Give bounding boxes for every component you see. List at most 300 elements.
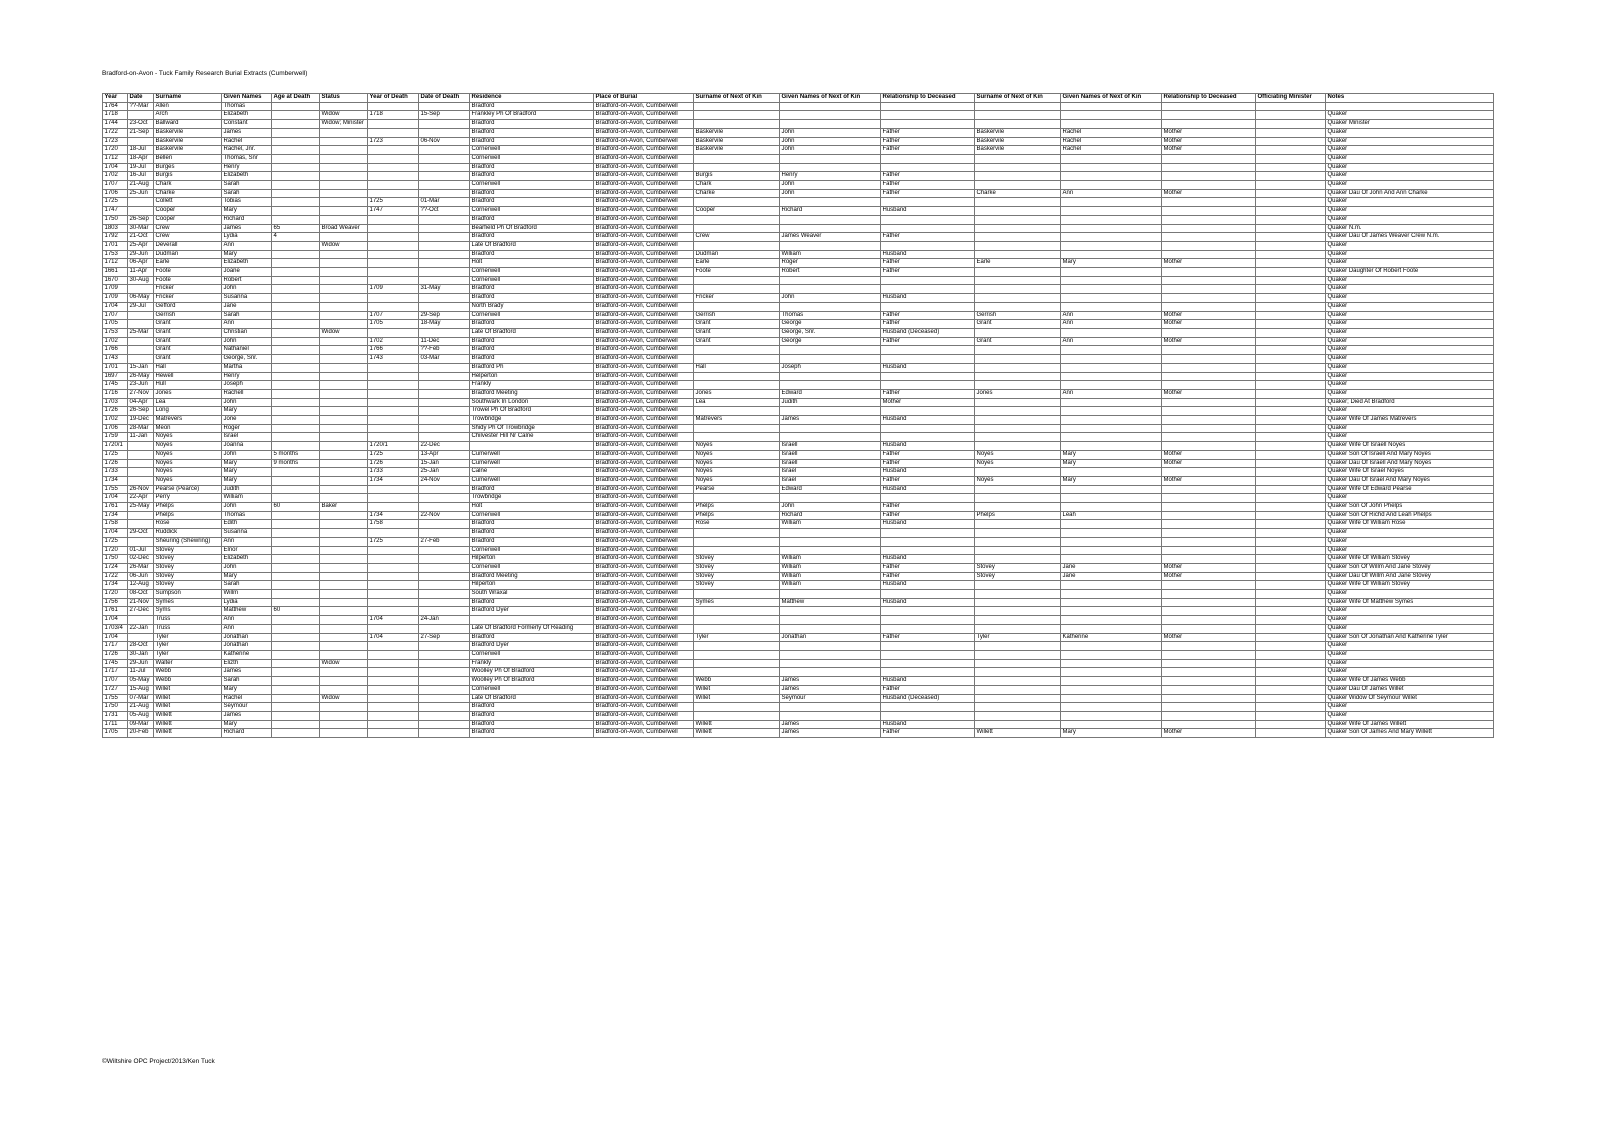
cell-nok2-relationship — [1162, 651, 1256, 660]
cell-given-names: Lydia — [222, 233, 272, 242]
cell-date-of-death — [419, 720, 470, 729]
cell-place-of-burial: Bradford-on-Avon, Cumberwell — [594, 668, 694, 677]
cell-surname: Arch — [154, 111, 222, 120]
cell-age-at-death — [272, 537, 320, 546]
cell-date-of-death — [419, 555, 470, 564]
cell-year: 1745 — [103, 381, 128, 390]
cell-nok2-relationship — [1162, 294, 1256, 303]
cell-date: 11-Jan — [128, 433, 154, 442]
cell-date-of-death — [419, 250, 470, 259]
cell-nok2-relationship — [1162, 616, 1256, 625]
cell-nok2-given-names — [1061, 503, 1162, 512]
cell-year: 1734 — [103, 476, 128, 485]
cell-year: 1720 — [103, 590, 128, 599]
table-row — [103, 398, 1494, 407]
cell-date-of-death: 06-Nov — [419, 137, 470, 146]
cell-nok-surname: Foote — [694, 268, 780, 277]
cell-residence: Bradford — [470, 346, 594, 355]
cell-nok2-relationship — [1162, 607, 1256, 616]
cell-age-at-death — [272, 363, 320, 372]
cell-date: 21-Aug — [128, 181, 154, 190]
cell-status — [320, 294, 368, 303]
cell-year: 1712 — [103, 259, 128, 268]
cell-nok2-surname — [975, 581, 1061, 590]
table-row — [103, 476, 1494, 485]
cell-nok-given-names: James — [780, 685, 881, 694]
cell-age-at-death — [272, 285, 320, 294]
table-row — [103, 694, 1494, 703]
cell-nok-surname — [694, 642, 780, 651]
cell-nok2-surname — [975, 529, 1061, 538]
cell-year: 1704 — [103, 494, 128, 503]
cell-age-at-death — [272, 198, 320, 207]
cell-notes: Quaker — [1326, 320, 1494, 329]
cell-status — [320, 616, 368, 625]
cell-age-at-death — [272, 154, 320, 163]
cell-year-of-death — [368, 181, 419, 190]
cell-nok-surname: Hall — [694, 363, 780, 372]
cell-nok-relationship: Father — [881, 181, 975, 190]
cell-year: 1743 — [103, 355, 128, 364]
table-row — [103, 616, 1494, 625]
table-row — [103, 302, 1494, 311]
cell-nok-relationship: Husband — [881, 363, 975, 372]
cell-date — [128, 476, 154, 485]
cell-surname: Gefford — [154, 302, 222, 311]
table-row — [103, 215, 1494, 224]
cell-status — [320, 642, 368, 651]
cell-nok-surname: Noyes — [694, 442, 780, 451]
cell-age-at-death — [272, 598, 320, 607]
cell-nok-given-names: William — [780, 520, 881, 529]
cell-nok-relationship — [881, 494, 975, 503]
cell-place-of-burial: Bradford-on-Avon, Cumberwell — [594, 268, 694, 277]
table-row — [103, 494, 1494, 503]
cell-status — [320, 624, 368, 633]
cell-year: 1705 — [103, 320, 128, 329]
cell-age-at-death — [272, 677, 320, 686]
table-row — [103, 459, 1494, 468]
cell-residence: Cornerwell — [470, 651, 594, 660]
cell-nok-given-names: Judith — [780, 398, 881, 407]
cell-notes: Quaker — [1326, 285, 1494, 294]
cell-nok-relationship — [881, 659, 975, 668]
cell-place-of-burial: Bradford-on-Avon, Cumberwell — [594, 346, 694, 355]
cell-notes: Quaker Widow Of Seymour Willet — [1326, 694, 1494, 703]
column-header-status: Status — [320, 94, 368, 103]
cell-place-of-burial: Bradford-on-Avon, Cumberwell — [594, 146, 694, 155]
cell-place-of-burial: Bradford-on-Avon, Cumberwell — [594, 459, 694, 468]
cell-date-of-death — [419, 520, 470, 529]
cell-date-of-death — [419, 685, 470, 694]
cell-nok-relationship: Husband — [881, 442, 975, 451]
cell-nok2-given-names — [1061, 659, 1162, 668]
cell-nok-relationship: Husband — [881, 468, 975, 477]
cell-nok2-relationship — [1162, 328, 1256, 337]
cell-nok2-surname — [975, 590, 1061, 599]
cell-residence: Frankley Ph Of Bradford — [470, 111, 594, 120]
cell-nok-surname: Baskervile — [694, 146, 780, 155]
cell-place-of-burial: Bradford-on-Avon, Cumberwell — [594, 703, 694, 712]
table-row — [103, 503, 1494, 512]
cell-nok2-given-names — [1061, 398, 1162, 407]
cell-date-of-death — [419, 433, 470, 442]
table-row — [103, 294, 1494, 303]
cell-notes: Quaker Wife Of William Stovey — [1326, 581, 1494, 590]
cell-nok2-relationship: Mother — [1162, 450, 1256, 459]
cell-status — [320, 720, 368, 729]
cell-nok-given-names: John — [780, 137, 881, 146]
cell-officiating-minister — [1256, 320, 1326, 329]
cell-notes: Quaker Dau Of James Willet — [1326, 685, 1494, 694]
cell-nok-given-names: James — [780, 720, 881, 729]
cell-surname: Meon — [154, 424, 222, 433]
cell-year: 1722 — [103, 128, 128, 137]
cell-nok2-surname — [975, 494, 1061, 503]
cell-year-of-death — [368, 677, 419, 686]
cell-given-names: Sarah — [222, 581, 272, 590]
cell-date-of-death — [419, 389, 470, 398]
cell-nok2-given-names — [1061, 355, 1162, 364]
table-row — [103, 268, 1494, 277]
cell-nok2-relationship — [1162, 363, 1256, 372]
cell-date-of-death — [419, 268, 470, 277]
cell-notes: Quaker — [1326, 546, 1494, 555]
cell-officiating-minister — [1256, 677, 1326, 686]
cell-nok-surname: Stovey — [694, 555, 780, 564]
cell-status — [320, 685, 368, 694]
cell-nok-surname: Grant — [694, 328, 780, 337]
cell-place-of-burial: Bradford-on-Avon, Cumberwell — [594, 259, 694, 268]
burial-extracts-table — [102, 93, 1494, 738]
cell-nok-relationship — [881, 154, 975, 163]
cell-surname: Crew — [154, 233, 222, 242]
cell-nok2-given-names — [1061, 224, 1162, 233]
cell-status — [320, 711, 368, 720]
cell-notes: Quaker Son Of John Phelps — [1326, 503, 1494, 512]
cell-place-of-burial: Bradford-on-Avon, Cumberwell — [594, 555, 694, 564]
cell-officiating-minister — [1256, 302, 1326, 311]
cell-residence: Cornerwell — [470, 546, 594, 555]
cell-nok2-given-names — [1061, 537, 1162, 546]
cell-residence: Frankly — [470, 659, 594, 668]
cell-date-of-death: 27-Sep — [419, 633, 470, 642]
cell-officiating-minister — [1256, 476, 1326, 485]
cell-age-at-death — [272, 276, 320, 285]
cell-nok-given-names: Israel — [780, 476, 881, 485]
cell-date-of-death — [419, 503, 470, 512]
cell-age-at-death — [272, 102, 320, 111]
cell-nok2-relationship: Mother — [1162, 563, 1256, 572]
cell-nok2-surname — [975, 694, 1061, 703]
cell-residence: Hilperton — [470, 555, 594, 564]
cell-date-of-death — [419, 494, 470, 503]
column-header-notes: Notes — [1326, 94, 1494, 103]
cell-nok2-given-names — [1061, 163, 1162, 172]
cell-nok2-surname — [975, 711, 1061, 720]
cell-age-at-death — [272, 476, 320, 485]
cell-date-of-death: 03-Mar — [419, 355, 470, 364]
cell-year: 1705 — [103, 729, 128, 738]
cell-surname: Grant — [154, 355, 222, 364]
cell-year-of-death: 1707 — [368, 311, 419, 320]
cell-officiating-minister — [1256, 198, 1326, 207]
cell-surname: Tyler — [154, 651, 222, 660]
cell-age-at-death — [272, 590, 320, 599]
cell-nok2-relationship — [1162, 537, 1256, 546]
cell-date-of-death — [419, 703, 470, 712]
cell-nok-given-names — [780, 407, 881, 416]
cell-surname: Stovey — [154, 546, 222, 555]
cell-notes: Quaker — [1326, 328, 1494, 337]
cell-notes: Quaker — [1326, 198, 1494, 207]
cell-surname: Hall — [154, 363, 222, 372]
cell-notes: Quaker — [1326, 494, 1494, 503]
cell-age-at-death — [272, 120, 320, 129]
cell-nok-relationship: Father — [881, 572, 975, 581]
cell-place-of-burial: Bradford-on-Avon, Cumberwell — [594, 624, 694, 633]
cell-nok2-relationship — [1162, 416, 1256, 425]
cell-nok2-relationship — [1162, 215, 1256, 224]
cell-date-of-death — [419, 146, 470, 155]
cell-notes: Quaker — [1326, 651, 1494, 660]
cell-nok-relationship: Father — [881, 685, 975, 694]
cell-residence: Bradford — [470, 215, 594, 224]
cell-officiating-minister — [1256, 494, 1326, 503]
cell-status — [320, 320, 368, 329]
cell-date-of-death — [419, 729, 470, 738]
table-row — [103, 372, 1494, 381]
cell-residence: North Brady — [470, 302, 594, 311]
column-header-year: Year — [103, 94, 128, 103]
cell-nok-given-names: George, Snr. — [780, 328, 881, 337]
cell-nok2-relationship: Mother — [1162, 311, 1256, 320]
cell-nok-given-names — [780, 433, 881, 442]
cell-notes: Quaker Wife Of Matthew Symes — [1326, 598, 1494, 607]
cell-place-of-burial: Bradford-on-Avon, Cumberwell — [594, 590, 694, 599]
cell-date-of-death — [419, 128, 470, 137]
cell-notes: Quaker — [1326, 590, 1494, 599]
cell-nok-surname: Phelps — [694, 503, 780, 512]
cell-date-of-death — [419, 407, 470, 416]
cell-date: 20-Feb — [128, 729, 154, 738]
cell-nok2-given-names: Rachel — [1061, 128, 1162, 137]
cell-age-at-death — [272, 633, 320, 642]
cell-residence: Trowbridge — [470, 494, 594, 503]
cell-officiating-minister — [1256, 146, 1326, 155]
cell-notes: Quaker — [1326, 433, 1494, 442]
cell-surname: Bellen — [154, 154, 222, 163]
table-row — [103, 659, 1494, 668]
cell-given-names: Mary — [222, 459, 272, 468]
cell-date-of-death — [419, 302, 470, 311]
cell-notes: Quaker — [1326, 372, 1494, 381]
cell-year: 1709 — [103, 285, 128, 294]
cell-notes: Quaker — [1326, 111, 1494, 120]
cell-notes: Quaker Dau Of James Weaver Crew N.m. — [1326, 233, 1494, 242]
cell-date-of-death — [419, 424, 470, 433]
cell-age-at-death — [272, 651, 320, 660]
cell-year: 1761 — [103, 503, 128, 512]
cell-date-of-death — [419, 189, 470, 198]
cell-nok2-given-names — [1061, 598, 1162, 607]
cell-nok-given-names — [780, 355, 881, 364]
column-header-nok2-given-names: Given Names of Next of Kin — [1061, 94, 1162, 103]
cell-notes: Quaker — [1326, 128, 1494, 137]
cell-nok2-given-names — [1061, 651, 1162, 660]
cell-nok-surname: Burgis — [694, 172, 780, 181]
cell-residence: Bradford — [470, 172, 594, 181]
cell-age-at-death — [272, 546, 320, 555]
cell-nok-surname — [694, 529, 780, 538]
cell-nok-relationship: Father — [881, 268, 975, 277]
column-header-date-of-death: Date of Death — [419, 94, 470, 103]
cell-place-of-burial: Bradford-on-Avon, Cumberwell — [594, 372, 694, 381]
cell-surname: Sumpson — [154, 590, 222, 599]
cell-year-of-death — [368, 607, 419, 616]
cell-nok2-given-names — [1061, 720, 1162, 729]
cell-year-of-death: 1723 — [368, 137, 419, 146]
cell-nok-surname: Stovey — [694, 563, 780, 572]
cell-nok-surname: Matrevers — [694, 416, 780, 425]
table-row — [103, 276, 1494, 285]
cell-year-of-death: 1743 — [368, 355, 419, 364]
cell-year: 1744 — [103, 120, 128, 129]
cell-nok2-relationship — [1162, 372, 1256, 381]
cell-officiating-minister — [1256, 111, 1326, 120]
cell-place-of-burial: Bradford-on-Avon, Cumberwell — [594, 529, 694, 538]
cell-residence: Bradford — [470, 198, 594, 207]
cell-place-of-burial: Bradford-on-Avon, Cumberwell — [594, 537, 694, 546]
table-row — [103, 607, 1494, 616]
cell-given-names: Thomas — [222, 511, 272, 520]
cell-officiating-minister — [1256, 120, 1326, 129]
cell-nok2-surname: Noyes — [975, 476, 1061, 485]
cell-date: 06-May — [128, 294, 154, 303]
cell-nok2-given-names — [1061, 546, 1162, 555]
cell-status — [320, 598, 368, 607]
cell-given-names: Tobias — [222, 198, 272, 207]
cell-nok2-surname — [975, 346, 1061, 355]
cell-nok-given-names: Israell — [780, 442, 881, 451]
cell-date-of-death — [419, 120, 470, 129]
cell-place-of-burial: Bradford-on-Avon, Cumberwell — [594, 137, 694, 146]
cell-nok2-given-names: Jane — [1061, 572, 1162, 581]
cell-nok-relationship — [881, 215, 975, 224]
cell-nok-given-names: James — [780, 416, 881, 425]
cell-surname: Burges — [154, 163, 222, 172]
cell-status — [320, 381, 368, 390]
cell-residence: Cumerwell — [470, 450, 594, 459]
cell-date-of-death — [419, 572, 470, 581]
cell-year-of-death: 1734 — [368, 476, 419, 485]
cell-surname: Grant — [154, 328, 222, 337]
cell-date: 18-Jul — [128, 146, 154, 155]
cell-date — [128, 320, 154, 329]
cell-date-of-death: 13-Apr — [419, 450, 470, 459]
cell-nok-surname — [694, 381, 780, 390]
cell-nok-surname: Earle — [694, 259, 780, 268]
cell-date-of-death — [419, 694, 470, 703]
cell-status — [320, 302, 368, 311]
cell-date-of-death — [419, 668, 470, 677]
cell-nok2-given-names: Ann — [1061, 320, 1162, 329]
cell-status — [320, 442, 368, 451]
cell-notes: Quaker — [1326, 181, 1494, 190]
cell-place-of-burial: Bradford-on-Avon, Cumberwell — [594, 285, 694, 294]
cell-status — [320, 529, 368, 538]
cell-residence: Bradford — [470, 128, 594, 137]
cell-date: 15-Jan — [128, 363, 154, 372]
cell-year-of-death: 1704 — [368, 616, 419, 625]
cell-nok2-given-names — [1061, 294, 1162, 303]
cell-nok-surname: Webb — [694, 677, 780, 686]
cell-year: 1720 — [103, 146, 128, 155]
cell-residence: Bradford — [470, 529, 594, 538]
table-row — [103, 590, 1494, 599]
cell-notes: Quaker — [1326, 407, 1494, 416]
cell-nok-surname — [694, 494, 780, 503]
cell-surname: Long — [154, 407, 222, 416]
cell-surname: Webb — [154, 677, 222, 686]
cell-officiating-minister — [1256, 685, 1326, 694]
cell-given-names: Seymour — [222, 703, 272, 712]
cell-status — [320, 181, 368, 190]
cell-date: 15-Aug — [128, 685, 154, 694]
cell-surname: Burgis — [154, 172, 222, 181]
cell-age-at-death — [272, 389, 320, 398]
cell-officiating-minister — [1256, 102, 1326, 111]
cell-nok2-surname — [975, 485, 1061, 494]
table-row — [103, 442, 1494, 451]
cell-date-of-death: 22-Dec — [419, 442, 470, 451]
cell-notes: Quaker Wife Of William Rose — [1326, 520, 1494, 529]
cell-year: 1727 — [103, 685, 128, 694]
cell-nok-given-names — [780, 616, 881, 625]
cell-age-at-death — [272, 337, 320, 346]
cell-nok-relationship: Father — [881, 337, 975, 346]
table-row — [103, 120, 1494, 129]
cell-nok2-given-names — [1061, 363, 1162, 372]
column-header-nok2-relationship: Relationship to Deceased — [1162, 94, 1256, 103]
cell-nok2-surname — [975, 163, 1061, 172]
cell-nok-surname — [694, 659, 780, 668]
cell-year-of-death — [368, 381, 419, 390]
cell-nok-relationship — [881, 276, 975, 285]
cell-given-names: Mary — [222, 572, 272, 581]
cell-age-at-death — [272, 181, 320, 190]
cell-nok2-relationship — [1162, 598, 1256, 607]
cell-nok-surname — [694, 224, 780, 233]
table-row — [103, 720, 1494, 729]
cell-date: 12-Aug — [128, 581, 154, 590]
table-row — [103, 224, 1494, 233]
cell-place-of-burial: Bradford-on-Avon, Cumberwell — [594, 494, 694, 503]
cell-nok2-relationship — [1162, 511, 1256, 520]
cell-surname: Sheuring (Shewring) — [154, 537, 222, 546]
cell-year: 1707 — [103, 677, 128, 686]
cell-age-at-death — [272, 433, 320, 442]
cell-nok2-relationship — [1162, 494, 1256, 503]
cell-year-of-death — [368, 189, 419, 198]
cell-nok2-relationship: Mother — [1162, 459, 1256, 468]
cell-residence — [470, 442, 594, 451]
cell-surname: Noyes — [154, 450, 222, 459]
cell-nok2-surname: Stovey — [975, 563, 1061, 572]
cell-surname: Jones — [154, 389, 222, 398]
cell-date: 28-Mar — [128, 424, 154, 433]
cell-year-of-death: 1718 — [368, 111, 419, 120]
